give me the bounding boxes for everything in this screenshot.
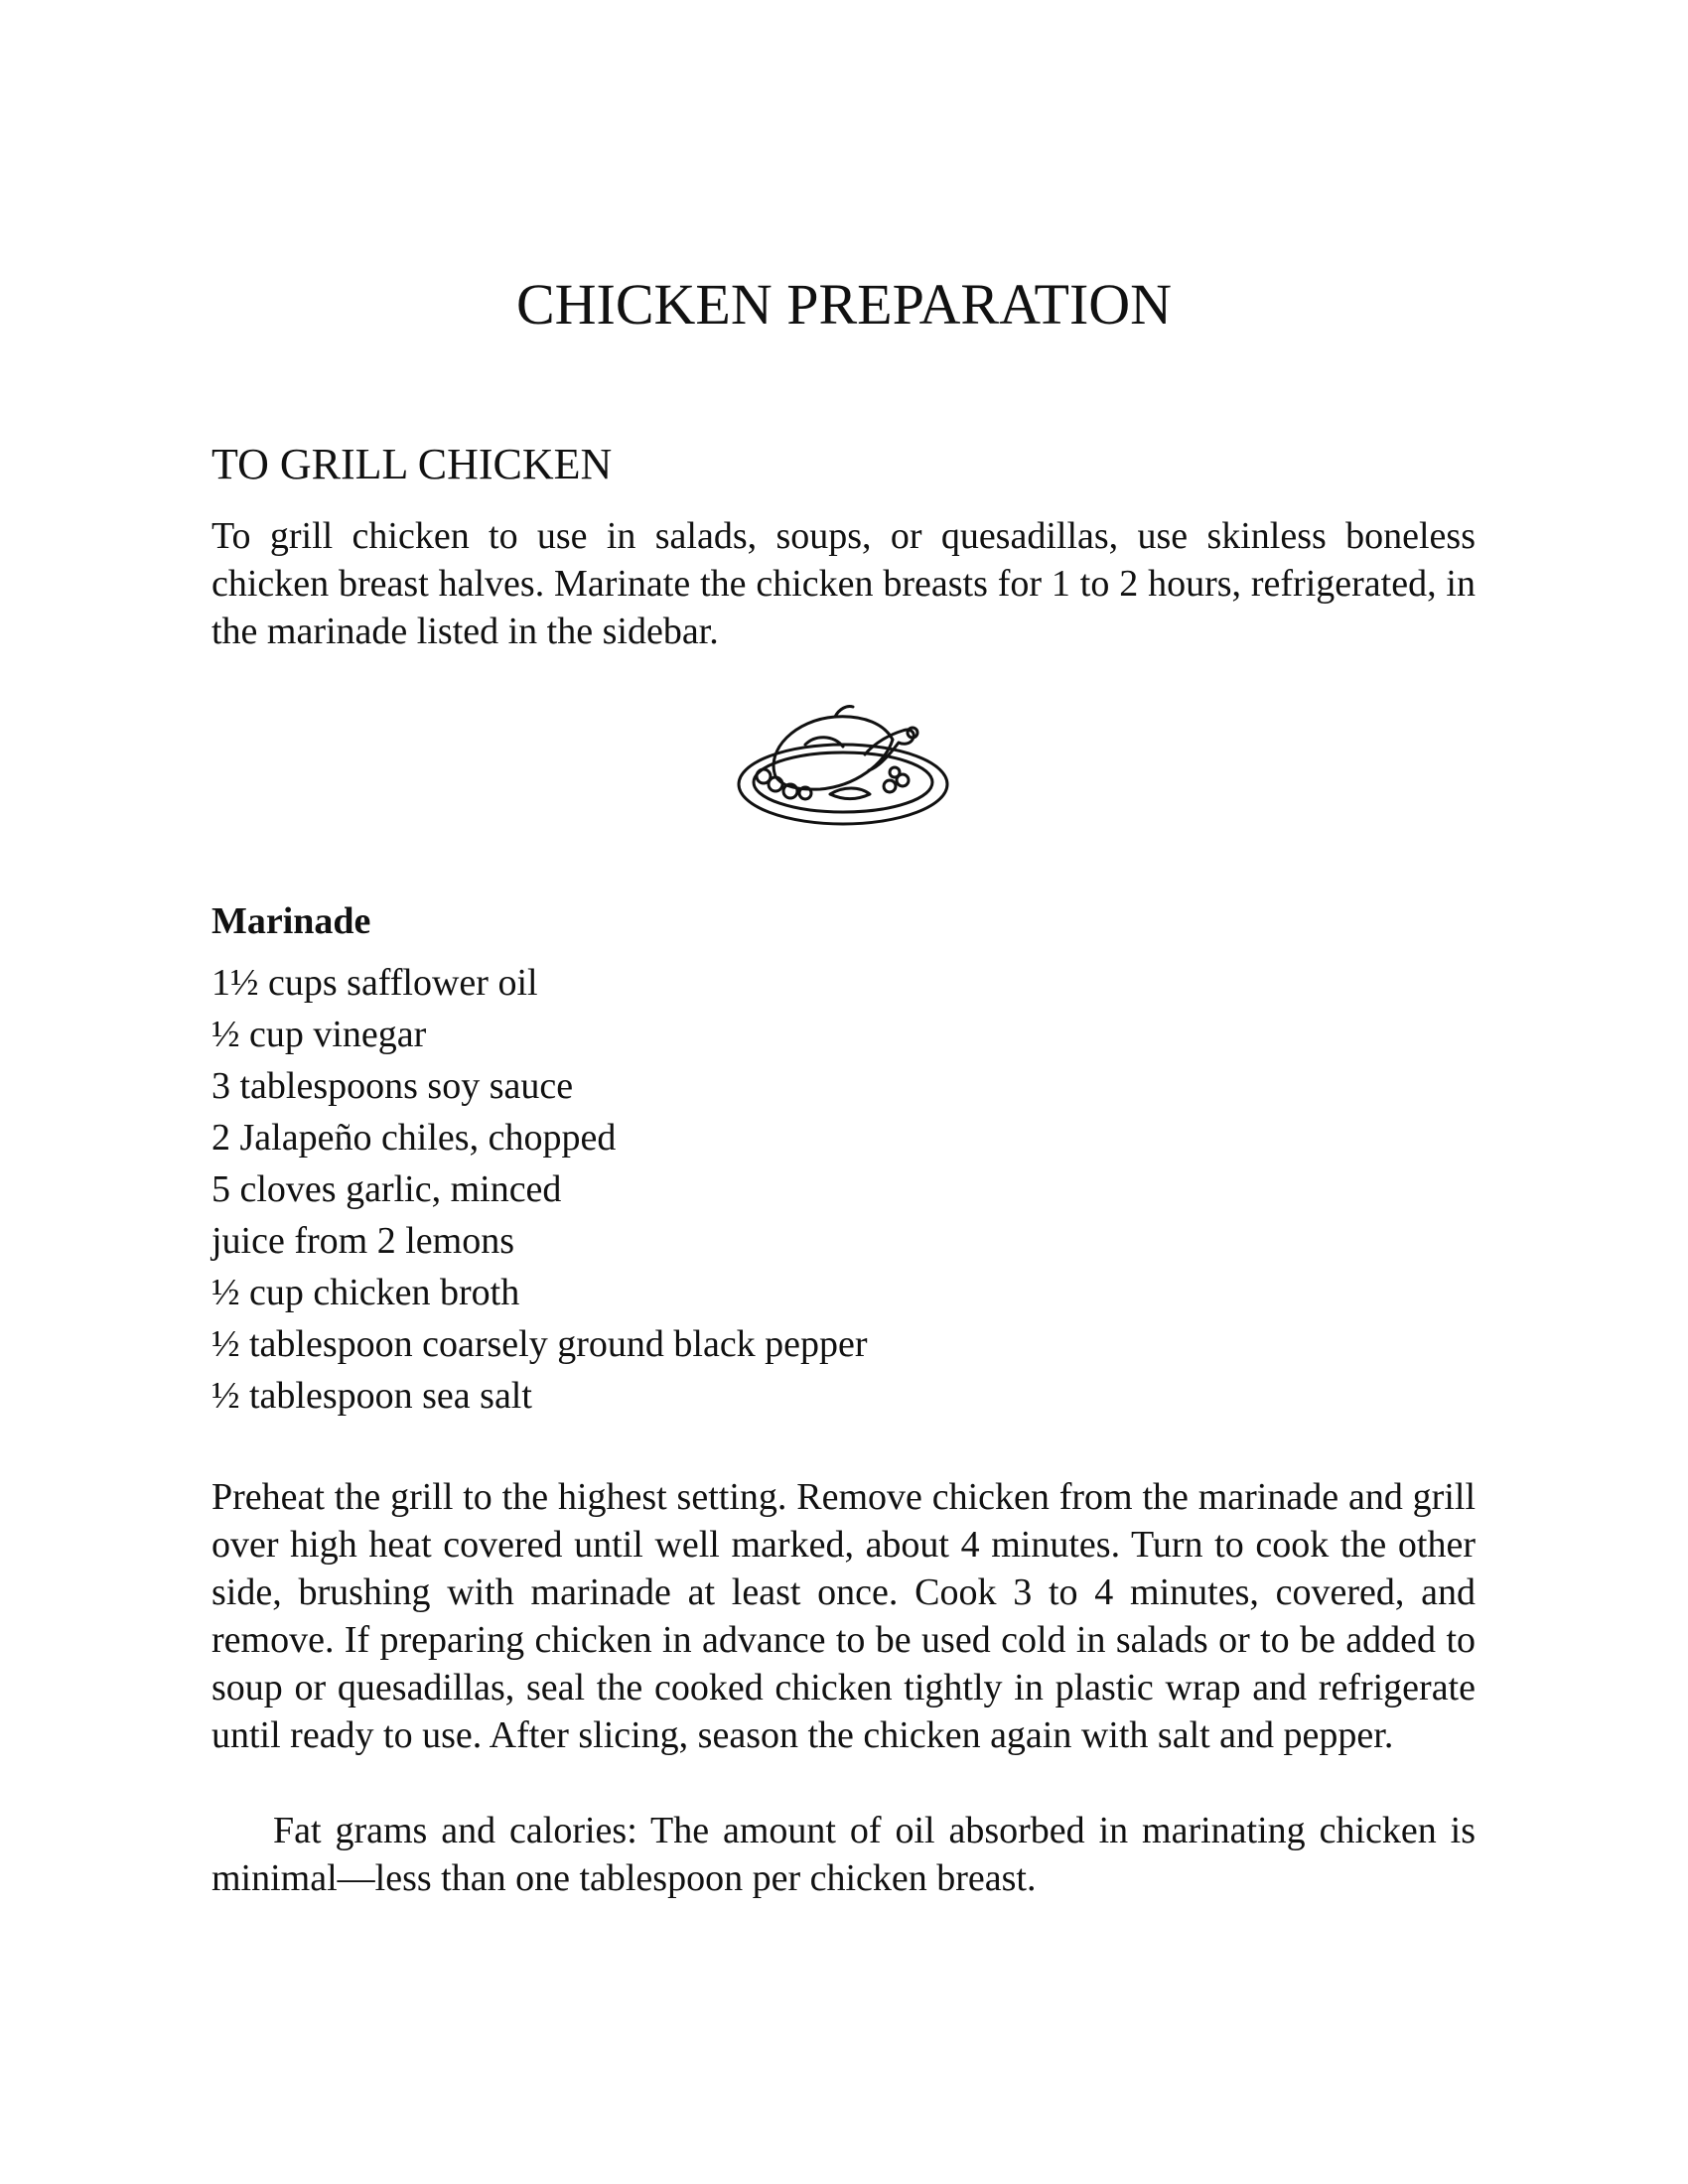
ingredient-item: juice from 2 lemons <box>211 1220 514 1262</box>
ingredient-item: ½ cup chicken broth <box>211 1272 520 1313</box>
directions-paragraph: Preheat the grill to the highest setting. Remove chicken from the marinade and grill over high heat covered until well marked, about 4 minutes. Turn to cook the other side, brushing with marinade at least once. Cook 3 to 4 minutes, covered, and remove. If preparing chicken in advance to be used cold in salads or to be added to soup or quesadillas, seal the cooked chicken tightly in plastic wrap and refrigerate until ready to use. After slicing, season the chicken again with salt and pepper. <box>211 1476 1476 1756</box>
page-title: CHICKEN PREPARATION <box>515 272 1173 337</box>
section-heading: TO GRILL CHICKEN <box>211 440 613 488</box>
ingredient-item: 1½ cups safflower oil <box>211 962 538 1004</box>
ingredient-item: ½ tablespoon sea salt <box>211 1375 532 1417</box>
ingredient-item: 5 cloves garlic, minced <box>211 1168 562 1210</box>
ingredient-item: 2 Jalapeño chiles, chopped <box>211 1117 617 1159</box>
intro-paragraph: To grill chicken to use in salads, soups, or quesadillas, use skinless boneless chicken breast halves. Marinate the chicken breasts for 1 to 2 hours, refrigerated, in the marinade listed in the sidebar. <box>211 515 1476 652</box>
ingredient-item: 3 tablespoons soy sauce <box>211 1065 574 1107</box>
roast-chicken-on-platter-icon <box>736 695 964 834</box>
ingredient-item: ½ tablespoon coarsely ground black pepper <box>211 1323 868 1365</box>
ingredient-list <box>211 957 868 1422</box>
ingredient-item: ½ cup vinegar <box>211 1014 427 1055</box>
nutrition-note: Fat grams and calories: The amount of oil absorbed in marinating chicken is minimal—less than one tablespoon per chicken breast. <box>211 1810 1476 1899</box>
marinade-heading: Marinade <box>211 900 371 942</box>
